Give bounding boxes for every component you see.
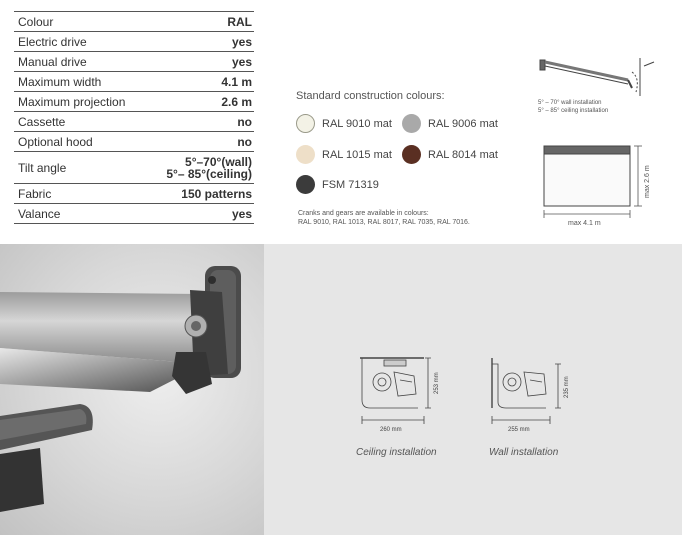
spec-label: Tilt angle [18, 160, 67, 175]
spec-label: Cassette [18, 114, 66, 129]
spec-row-cassette [14, 112, 254, 132]
spec-label: Valance [18, 206, 61, 221]
max-width-label: max 4.1 m [568, 220, 601, 227]
spec-value: 4.1 m [221, 74, 252, 89]
colour-swatch [402, 114, 421, 133]
spec-row-fabric [14, 184, 254, 204]
spec-value: 5°–70°(wall) 5°– 85°(ceiling) [166, 154, 252, 181]
spec-value: RAL [227, 14, 252, 29]
wall-width-label: 255 mm [508, 427, 530, 433]
colour-item [296, 175, 379, 194]
spec-label: Maximum projection [18, 94, 126, 109]
colour-swatch [296, 175, 315, 194]
crank-colour-note: Cranks and gears are available in colours: RAL 9010, RAL 1013, RAL 8017, RAL 7035, RAL 7016. [298, 210, 470, 226]
spec-table [14, 11, 254, 224]
spec-row-electric-drive [14, 32, 254, 52]
max-height-label: max 2.6 m [644, 165, 651, 198]
awning-bracket-illustration [0, 244, 264, 535]
colour-name: FSM 71319 [322, 178, 379, 191]
spec-row-optional-hood [14, 132, 254, 152]
colour-item [402, 145, 498, 164]
tilt-angle-drawing [532, 52, 662, 122]
spec-label: Manual drive [18, 54, 87, 69]
tilt-ceiling-label: 5° – 85° ceiling installation [538, 108, 609, 114]
spec-label: Colour [18, 14, 54, 29]
colour-section [296, 90, 516, 112]
spec-row-colour [14, 12, 254, 32]
spec-value: yes [231, 206, 252, 221]
colour-heading: Standard construction colours: [296, 90, 445, 102]
spec-row-maximum-projection [14, 92, 254, 112]
spec-label: Electric drive [18, 34, 87, 49]
spec-value: 2.6 m [221, 94, 252, 109]
colour-item [296, 145, 392, 164]
spec-value: 150 patterns [181, 186, 252, 201]
colour-swatch [402, 145, 421, 164]
spec-label: Fabric [18, 186, 52, 201]
colour-name: RAL 1015 mat [322, 148, 392, 161]
colour-item [296, 114, 392, 133]
ceiling-installation-drawing [354, 354, 454, 438]
spec-row-valance [14, 204, 254, 224]
colour-name: RAL 9010 mat [322, 117, 392, 130]
spec-value: yes [231, 34, 252, 49]
spec-value: yes [231, 54, 252, 69]
spec-row-maximum-width [14, 72, 254, 92]
colour-swatch [296, 145, 315, 164]
colour-swatch [296, 114, 315, 133]
product-photo [0, 244, 264, 535]
spec-value: no [237, 134, 252, 149]
spec-label: Maximum width [18, 74, 102, 89]
wall-height-label: 235 mm [564, 376, 570, 398]
tilt-wall-label: 5° – 70° wall installation [538, 100, 602, 106]
dimension-drawing [538, 140, 656, 232]
ceiling-width-label: 260 mm [380, 427, 402, 433]
ceiling-installation-caption: Ceiling installation [356, 447, 437, 458]
spec-value: no [237, 114, 252, 129]
spec-row-tilt-angle [14, 152, 254, 184]
spec-label: Optional hood [18, 134, 93, 149]
colour-name: RAL 9006 mat [428, 117, 498, 130]
wall-installation-caption: Wall installation [489, 447, 559, 458]
installation-panel [264, 244, 682, 535]
spec-row-manual-drive [14, 52, 254, 72]
wall-installation-drawing [488, 356, 588, 438]
ceiling-height-label: 253 mm [434, 372, 440, 394]
colour-name: RAL 8014 mat [428, 148, 498, 161]
colour-item [402, 114, 498, 133]
